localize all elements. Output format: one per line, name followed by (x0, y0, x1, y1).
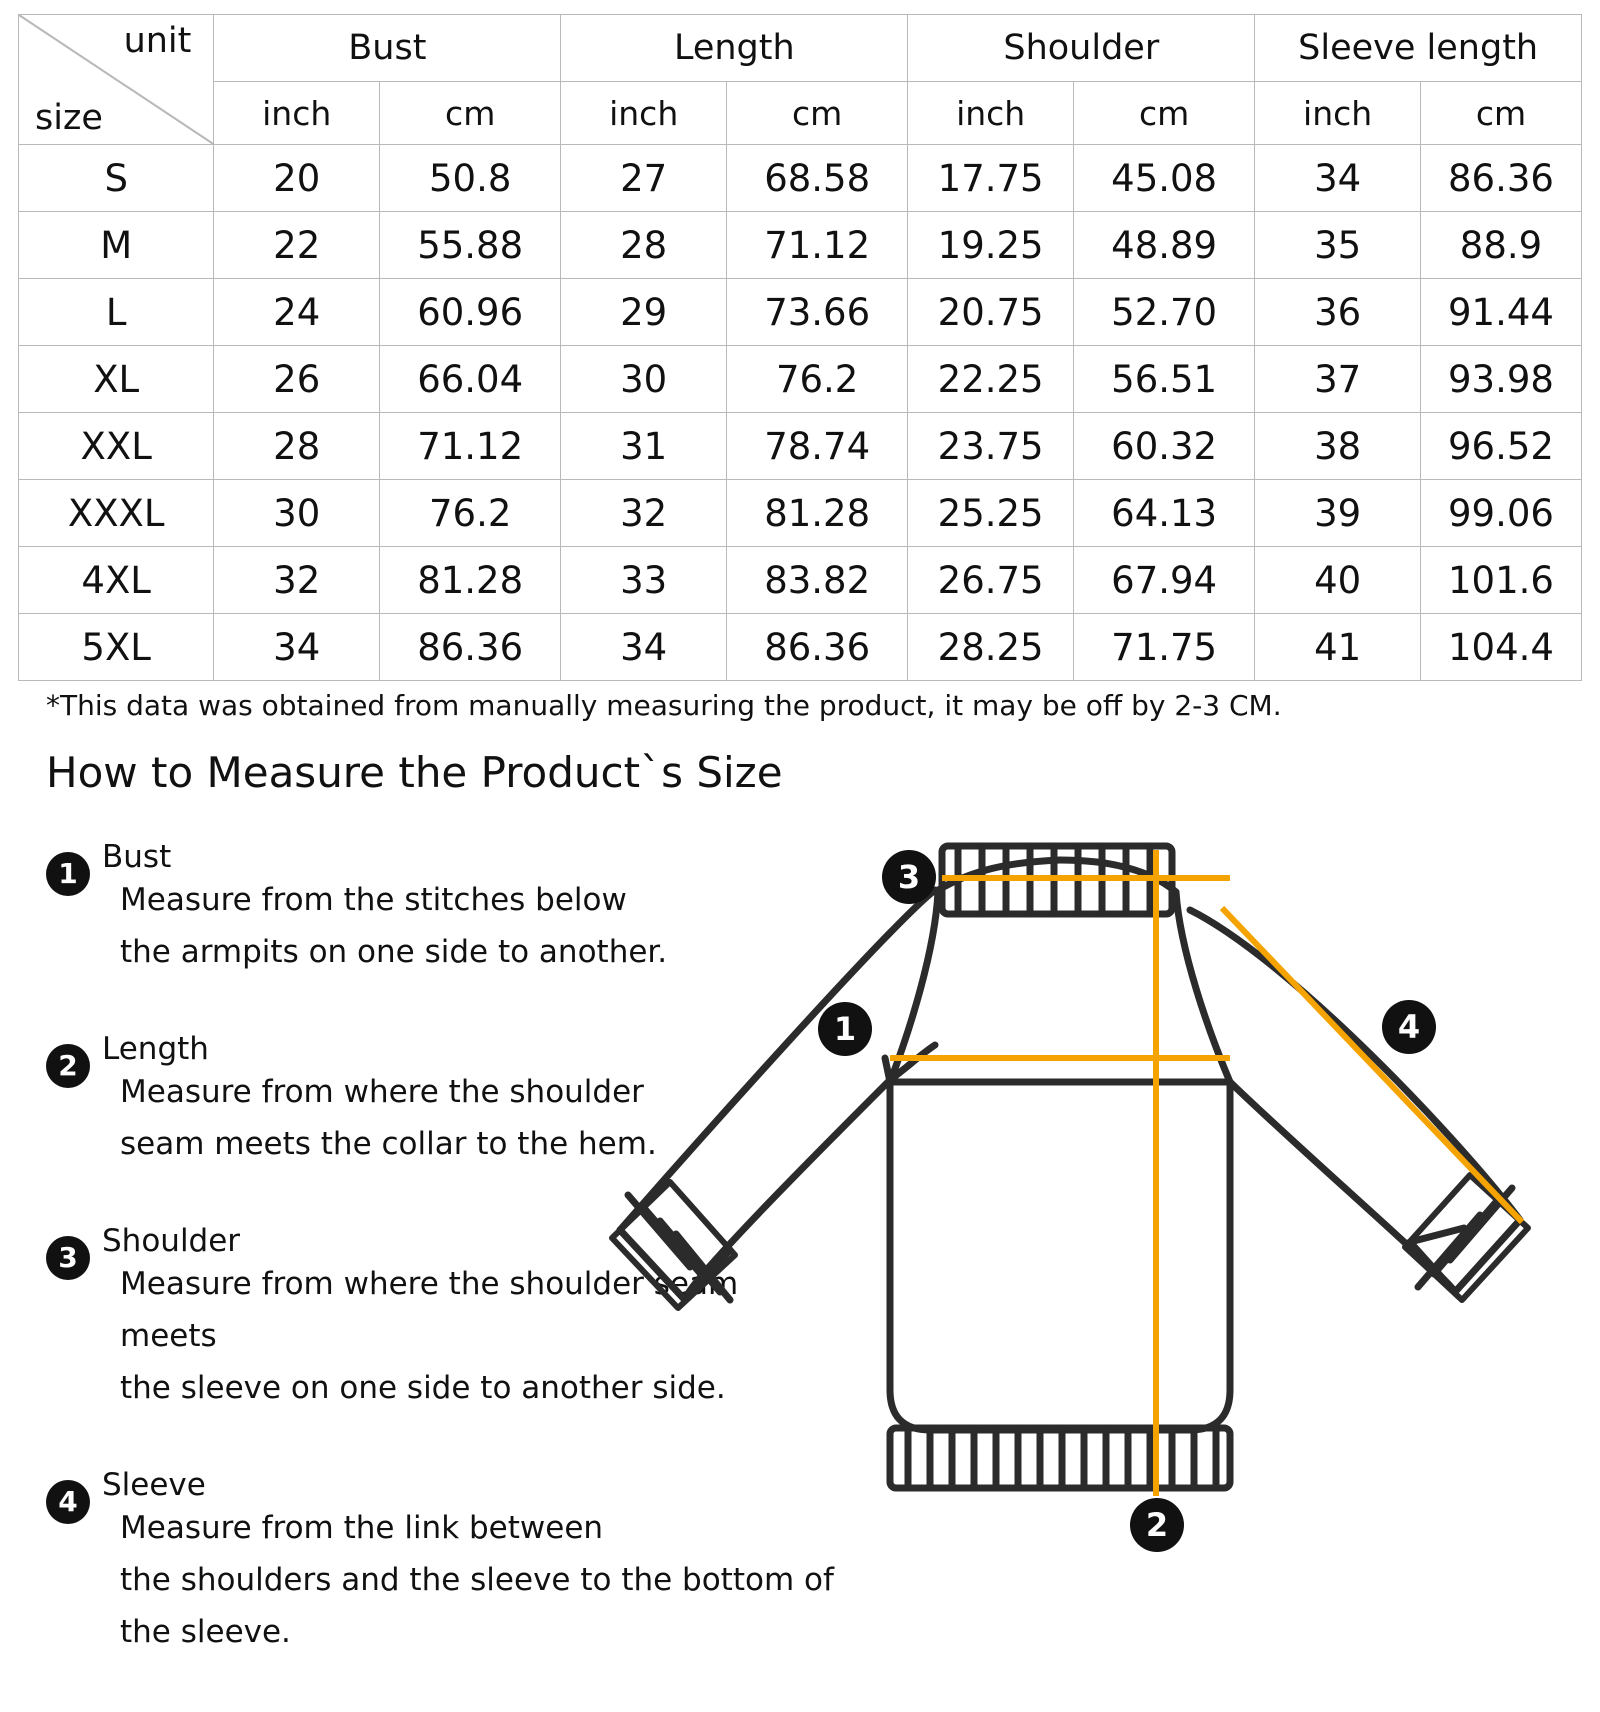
cell-shoulder-inch: 22.25 (908, 346, 1074, 413)
row-size-label: XL (19, 346, 214, 413)
cell-sleeve-cm: 91.44 (1420, 279, 1581, 346)
cell-shoulder-inch: 28.25 (908, 614, 1074, 681)
cell-length-inch: 30 (561, 346, 727, 413)
cell-length-inch: 29 (561, 279, 727, 346)
step-number-badge: 1 (46, 852, 90, 896)
cell-sleeve-inch: 40 (1255, 547, 1421, 614)
cell-length-cm: 83.82 (727, 547, 908, 614)
cell-bust-inch: 20 (214, 145, 380, 212)
cell-sleeve-inch: 38 (1255, 413, 1421, 480)
cell-length-inch: 33 (561, 547, 727, 614)
row-size-label: M (19, 212, 214, 279)
cell-sleeve-cm: 101.6 (1420, 547, 1581, 614)
unit-header: cm (1420, 82, 1581, 145)
instruction-line-2: the sleeve on one side to another side. (120, 1370, 726, 1406)
cell-sleeve-cm: 93.98 (1420, 346, 1581, 413)
cell-bust-cm: 50.8 (380, 145, 561, 212)
cell-shoulder-inch: 20.75 (908, 279, 1074, 346)
cell-bust-inch: 32 (214, 547, 380, 614)
garment-diagram (590, 830, 1590, 1590)
cell-shoulder-cm: 67.94 (1073, 547, 1254, 614)
cell-length-inch: 27 (561, 145, 727, 212)
cell-bust-inch: 28 (214, 413, 380, 480)
unit-header: cm (1073, 82, 1254, 145)
size-chart-section (0, 0, 1600, 681)
measure-lines (890, 850, 1522, 1496)
cell-length-inch: 28 (561, 212, 727, 279)
instruction-line-2: seam meets the collar to the hem. (120, 1126, 657, 1162)
cell-bust-cm: 86.36 (380, 614, 561, 681)
cell-sleeve-cm: 104.4 (1420, 614, 1581, 681)
row-size-label: S (19, 145, 214, 212)
unit-header: cm (380, 82, 561, 145)
cell-bust-cm: 71.12 (380, 413, 561, 480)
cell-bust-cm: 76.2 (380, 480, 561, 547)
instruction-line-1: Measure from the stitches below (120, 882, 627, 918)
table-row (19, 346, 1582, 413)
cell-sleeve-inch: 37 (1255, 346, 1421, 413)
cell-shoulder-inch: 19.25 (908, 212, 1074, 279)
corner-size-label: size (35, 98, 103, 138)
cell-length-cm: 71.12 (727, 212, 908, 279)
instruction-name: Sleeve (102, 1467, 206, 1503)
column-group-length: Length (561, 15, 908, 82)
cell-bust-inch: 26 (214, 346, 380, 413)
diagram-marker-sleeve: 4 (1382, 1000, 1436, 1054)
cell-length-cm: 73.66 (727, 279, 908, 346)
unit-header: cm (727, 82, 908, 145)
unit-header: inch (908, 82, 1074, 145)
cell-sleeve-inch: 35 (1255, 212, 1421, 279)
cell-shoulder-inch: 23.75 (908, 413, 1074, 480)
instruction-line-1: Measure from the link between (120, 1510, 604, 1546)
cell-shoulder-cm: 64.13 (1073, 480, 1254, 547)
cell-bust-inch: 24 (214, 279, 380, 346)
diagram-marker-length: 2 (1130, 1498, 1184, 1552)
cell-sleeve-cm: 86.36 (1420, 145, 1581, 212)
corner-unit-label: unit (123, 21, 192, 61)
table-row (19, 145, 1582, 212)
cell-bust-inch: 34 (214, 614, 380, 681)
cell-bust-inch: 22 (214, 212, 380, 279)
cell-sleeve-inch: 34 (1255, 145, 1421, 212)
table-row (19, 413, 1582, 480)
cell-shoulder-inch: 25.25 (908, 480, 1074, 547)
instruction-line-2: the armpits on one side to another. (120, 934, 668, 970)
cell-shoulder-cm: 52.70 (1073, 279, 1254, 346)
measurement-disclaimer: *This data was obtained from manually measuring the product, it may be off by 2-3 CM. (46, 689, 1282, 722)
step-number-badge: 3 (46, 1236, 90, 1280)
cell-bust-cm: 81.28 (380, 547, 561, 614)
cell-sleeve-inch: 39 (1255, 480, 1421, 547)
column-group-bust: Bust (214, 15, 561, 82)
cell-length-cm: 76.2 (727, 346, 908, 413)
cell-sleeve-cm: 88.9 (1420, 212, 1581, 279)
row-size-label: 5XL (19, 614, 214, 681)
table-row (19, 547, 1582, 614)
table-row (19, 279, 1582, 346)
cell-bust-inch: 30 (214, 480, 380, 547)
cell-bust-cm: 66.04 (380, 346, 561, 413)
cell-shoulder-inch: 17.75 (908, 145, 1074, 212)
instruction-line-1: Measure from where the shoulder seam meets (120, 1266, 739, 1354)
howto-title: How to Measure the Product`s Size (46, 748, 783, 797)
size-chart-table (18, 14, 1582, 681)
instruction-name: Bust (102, 839, 172, 875)
cell-sleeve-inch: 41 (1255, 614, 1421, 681)
cell-length-cm: 86.36 (727, 614, 908, 681)
table-row (19, 614, 1582, 681)
cell-sleeve-inch: 36 (1255, 279, 1421, 346)
cell-shoulder-cm: 56.51 (1073, 346, 1254, 413)
row-size-label: L (19, 279, 214, 346)
row-size-label: XXXL (19, 480, 214, 547)
row-size-label: 4XL (19, 547, 214, 614)
column-group-sleeve-length: Sleeve length (1255, 15, 1582, 82)
table-row (19, 480, 1582, 547)
cell-shoulder-cm: 60.32 (1073, 413, 1254, 480)
unit-header: inch (561, 82, 727, 145)
step-number-badge: 2 (46, 1044, 90, 1088)
table-corner-cell (19, 15, 214, 145)
instruction-line-1: Measure from where the shoulder (120, 1074, 644, 1110)
cell-shoulder-inch: 26.75 (908, 547, 1074, 614)
instruction-name: Length (102, 1031, 209, 1067)
cell-length-cm: 78.74 (727, 413, 908, 480)
unit-header: inch (1255, 82, 1421, 145)
diagram-marker-shoulder: 3 (882, 850, 936, 904)
row-size-label: XXL (19, 413, 214, 480)
instruction-name: Shoulder (102, 1223, 241, 1259)
cell-length-cm: 81.28 (727, 480, 908, 547)
unit-header: inch (214, 82, 380, 145)
table-row (19, 212, 1582, 279)
cell-bust-cm: 55.88 (380, 212, 561, 279)
cell-length-cm: 68.58 (727, 145, 908, 212)
cell-length-inch: 34 (561, 614, 727, 681)
step-number-badge: 4 (46, 1480, 90, 1524)
cell-shoulder-cm: 45.08 (1073, 145, 1254, 212)
cell-length-inch: 32 (561, 480, 727, 547)
cell-shoulder-cm: 71.75 (1073, 614, 1254, 681)
sweater-illustration (590, 830, 1590, 1590)
cell-bust-cm: 60.96 (380, 279, 561, 346)
column-group-shoulder: Shoulder (908, 15, 1255, 82)
cell-length-inch: 31 (561, 413, 727, 480)
diagram-marker-bust: 1 (818, 1002, 872, 1056)
instruction-line-2: the shoulders and the sleeve to the bottom of the sleeve. (120, 1562, 834, 1650)
cell-sleeve-cm: 99.06 (1420, 480, 1581, 547)
cell-shoulder-cm: 48.89 (1073, 212, 1254, 279)
cell-sleeve-cm: 96.52 (1420, 413, 1581, 480)
